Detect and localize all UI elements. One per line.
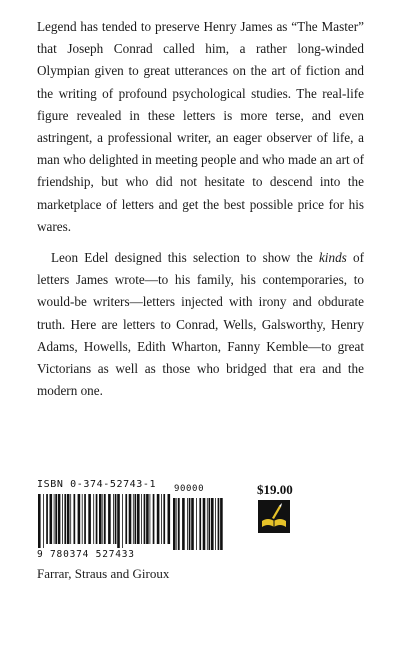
barcode-bar <box>144 494 146 544</box>
barcode-bar <box>125 494 127 544</box>
barcode-bar <box>153 494 155 544</box>
barcode-bar <box>54 494 55 544</box>
addon-barcode <box>172 498 224 554</box>
barcode-bar <box>62 494 63 544</box>
barcode-bar <box>102 494 103 544</box>
barcode-digits: 9 780374 527433 <box>37 549 135 560</box>
barcode-bar <box>113 494 114 544</box>
barcode-bar <box>182 498 185 550</box>
barcode-bar <box>58 494 61 544</box>
publisher-name: Farrar, Straus and Giroux <box>37 566 170 581</box>
barcode-bar <box>189 498 191 550</box>
barcode-bar <box>122 494 123 548</box>
barcode-bar <box>157 494 160 544</box>
barcode-bar <box>173 498 176 550</box>
barcode-bar <box>55 494 57 544</box>
barcode-bar <box>64 494 66 544</box>
barcode-bar <box>38 494 41 548</box>
barcode-bar <box>218 498 220 550</box>
barcode-bar <box>137 494 140 544</box>
barcode-bar <box>168 494 171 544</box>
barcode-bar <box>191 498 194 550</box>
barcode-bar <box>207 498 208 550</box>
barcode-bar <box>196 498 197 550</box>
barcode-bar <box>82 494 83 544</box>
blurb-paragraph-1: Legend has tended to preserve Henry James as “The Master” that Joseph Conrad called him, a rather long-winded Olympian given to great utterances on the art of fiction and the writing of profound psychological studies. The real-life figure revealed in these letters is more terse, and even astringent, a professional writer, an eager observer of life, a man who delighted in meeting people and who made an art of friendship, but who did not hesitate to descend into the marketplace of letters and get the best possible price for his wares. <box>37 19 364 234</box>
barcode-bar <box>209 498 211 550</box>
publisher-logo-icon <box>258 500 290 533</box>
barcode-bar <box>187 498 188 550</box>
barcode-bar <box>96 494 98 544</box>
barcode-bar <box>203 498 206 550</box>
barcode-bar <box>211 498 214 550</box>
barcode-bar <box>46 494 48 544</box>
blurb-p2-emphasis: kinds <box>318 250 347 266</box>
barcode-bar <box>176 498 177 550</box>
barcode-bar <box>220 498 223 550</box>
barcode-bar <box>163 494 165 544</box>
barcode-bar <box>115 494 117 544</box>
barcode-bar <box>146 494 149 544</box>
barcode-bar <box>199 498 201 550</box>
barcode-bar <box>104 494 106 544</box>
barcode-bar <box>161 494 162 544</box>
isbn-label: ISBN 0-374-52743-1 <box>37 479 157 490</box>
barcode-bar <box>108 494 111 544</box>
barcode-bar <box>135 494 137 544</box>
back-cover-blurb <box>37 16 364 402</box>
barcode-bar <box>150 494 151 544</box>
barcode-bar <box>129 494 132 544</box>
blurb-p2-end: of letters James wrote—to his family, his contemporaries, to would-be writers—letters injected with irony and obdurate truth. Here are letters to Conrad, Wells, Galsworthy, Henry Adams, Howells, Edith Wharton, Fanny Kemble—to great Victorians as well as those who bridged that era and the modern one. <box>37 250 364 399</box>
barcode-bar <box>50 494 53 544</box>
barcode-bar <box>43 494 44 548</box>
barcode-bar <box>93 494 94 544</box>
barcode-bar <box>117 494 120 548</box>
barcode-bar <box>74 494 76 544</box>
barcode-bar <box>215 498 216 550</box>
barcode-bar <box>84 494 86 544</box>
barcode-bar <box>99 494 102 544</box>
blurb-p2-start: Leon Edel designed this selection to show the <box>51 250 319 266</box>
barcode-bar <box>67 494 70 544</box>
barcode-addon-digits: 90000 <box>174 484 205 494</box>
price-label: $19.00 <box>257 482 293 497</box>
barcode-bar <box>78 494 81 544</box>
barcode-bar <box>70 494 71 544</box>
barcode-bar <box>88 494 91 544</box>
barcode-bar <box>133 494 134 544</box>
blurb-paragraph-2 <box>37 247 364 402</box>
barcode-bar <box>141 494 142 544</box>
barcode-bar <box>178 498 180 550</box>
